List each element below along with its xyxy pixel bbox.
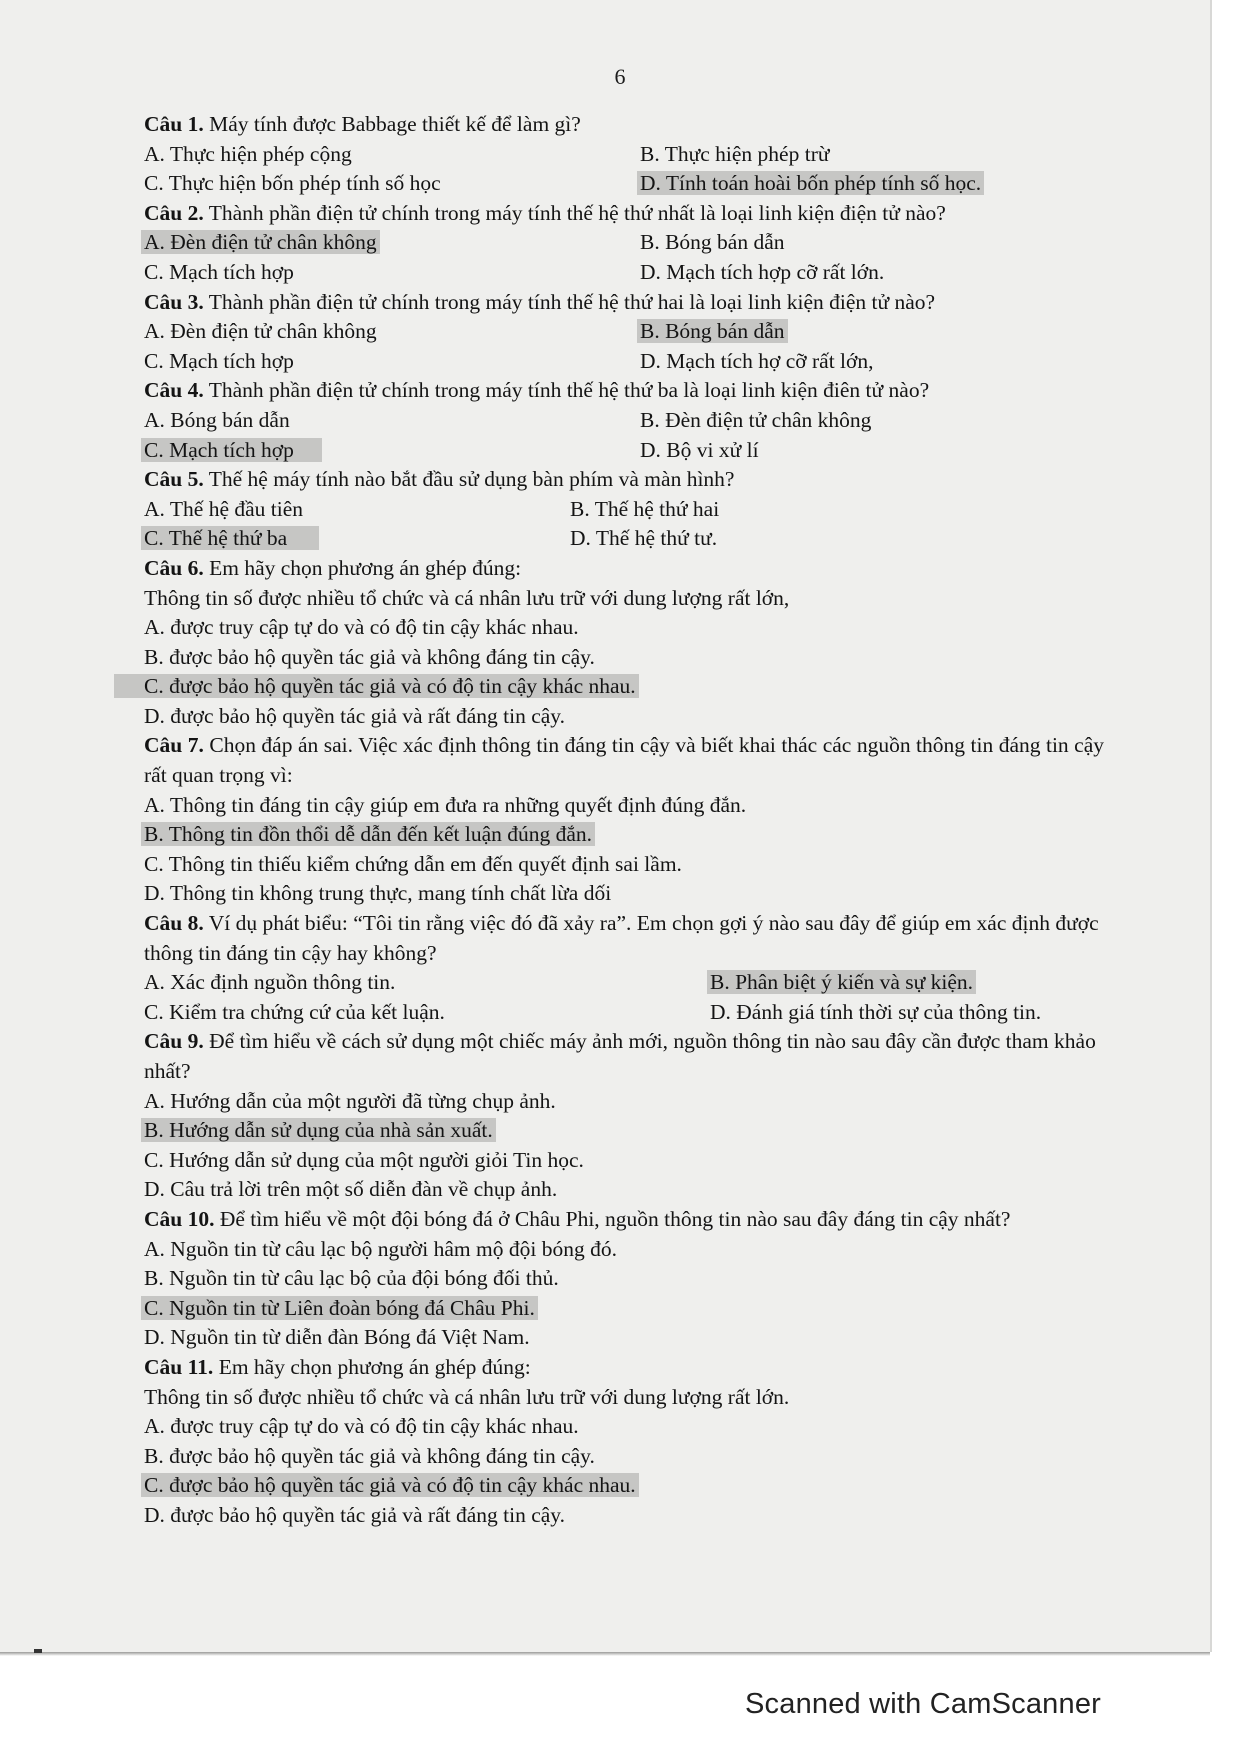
question-text: Thế hệ máy tính nào bắt đầu sử dụng bàn phím và màn hình? [203,467,735,492]
question-2 [144,199,1104,288]
question-8 [144,909,1104,1027]
question-10 [144,1205,1104,1353]
question-text: Ví dụ phát biểu: “Tôi tin rằng việc đó đã xảy ra”. Em chọn gợi ý nào sau đây để giúp em xác định được thông tin đáng tin cậy hay không? [144,911,1099,965]
question-label: Câu 10. [144,1206,215,1231]
option-b: B. Thực hiện phép trừ [640,141,830,166]
option-a: A. Nguồn tin từ câu lạc bộ người hâm mộ đội bóng đó. [144,1236,617,1261]
page-number: 6 [614,64,626,89]
option-b: B. Bóng bán dẫn [640,230,785,255]
option-b: B. Thế hệ thứ hai [570,496,720,521]
question-label: Câu 9. [144,1029,204,1054]
question-text: Để tìm hiểu về cách sử dụng một chiếc máy ảnh mới, nguồn thông tin nào sau đây cần được tham khảo nhất? [144,1029,1096,1083]
option-d: D. Thông tin không trung thực, mang tính chất lừa dối [144,881,612,906]
question-label: Câu 4. [144,378,204,403]
option-c: C. Thực hiện bốn phép tính số học [144,171,441,196]
question-text: Máy tính được Babbage thiết kế để làm gì? [203,112,581,136]
option-b-highlighted: B. Phân biệt ý kiến và sự kiện. [707,970,976,994]
option-d: D. Đánh giá tính thời sự của thông tin. [710,999,1042,1024]
option-c: C. Mạch tích hợp [144,348,294,373]
option-d: D. được bảo hộ quyền tác giả và rất đáng tin cậy. [144,703,566,728]
question-label: Câu 6. [144,555,204,580]
question-text: Thành phần điện tử chính trong máy tính thế hệ thứ nhất là loại linh kiện điện tử nào? [203,200,946,225]
question-text: Để tìm hiểu về một đội bóng đá ở Châu Phi, nguồn thông tin nào sau đây đáng tin cậy nhất? [214,1206,1011,1231]
option-b: B. Nguồn tin từ câu lạc bộ của đội bóng đối thủ. [144,1266,559,1291]
option-d: D. Nguồn tin từ diễn đàn Bóng đá Việt Nam. [144,1325,530,1350]
option-b-highlighted: B. Thông tin đồn thổi dễ dẫn đến kết luận đúng đắn. [141,822,595,846]
option-b: B. được bảo hộ quyền tác giả và không đáng tin cậy. [144,644,595,669]
question-4 [144,376,1104,465]
question-text: Thành phần điện tử chính trong máy tính thế hệ thứ ba là loại linh kiện điên tử nào? [203,378,930,403]
option-a: A. Thực hiện phép cộng [144,141,352,166]
question-label: Câu 3. [144,289,204,314]
question-label: Câu 8. [144,911,204,936]
option-a: A. Bóng bán dẫn [144,407,290,432]
scan-corner-mark [34,1649,42,1653]
option-c-highlighted: C. Thế hệ thứ ba [141,526,319,550]
question-1 [144,110,1104,199]
option-c: C. Thông tin thiếu kiểm chứng dẫn em đến quyết định sai lầm. [144,851,682,876]
question-text: Em hãy chọn phương án ghép đúng: [213,1354,531,1379]
option-d: D. Bộ vi xử lí [640,437,759,462]
option-a-highlighted: A. Đèn điện tử chân không [141,230,380,254]
option-c: C. Kiểm tra chứng cứ của kết luận. [144,999,445,1024]
question-label: Câu 7. [144,733,204,758]
question-7 [144,731,1104,909]
option-a: A. Xác định nguồn thông tin. [144,970,396,995]
option-c: C. Mạch tích hợp [144,259,294,284]
option-a: A. được truy cập tự do và có độ tin cậy khác nhau. [144,1414,579,1439]
question-label: Câu 1. [144,112,204,136]
question-6 [144,554,1104,732]
option-d: D. Mạch tích hợ cỡ rất lớn, [640,348,874,373]
option-d-highlighted: D. Tính toán hoài bốn phép tính số học. [637,171,984,195]
camscanner-watermark: Scanned with CamScanner [745,1688,1102,1720]
question-11 [144,1353,1104,1531]
option-c-highlighted: C. Nguồn tin từ Liên đoàn bóng đá Châu Phi. [141,1296,538,1320]
option-a: A. Đèn điện tử chân không [144,319,377,344]
question-text: Chọn đáp án sai. Việc xác định thông tin đáng tin cậy và biết khai thác các nguồn thông tin đáng tin cậy rất quan trọng vì: [144,733,1105,788]
option-d: D. Mạch tích hợp cỡ rất lớn. [640,259,885,284]
question-stem: Thông tin số được nhiều tổ chức và cá nhân lưu trữ với dung lượng rất lớn, [144,585,790,610]
question-text: Thành phần điện tử chính trong máy tính thế hệ thứ hai là loại linh kiện điện tử nào? [203,289,936,314]
option-a: A. Hướng dẫn của một người đã từng chụp ảnh. [144,1088,556,1113]
question-5 [144,465,1104,554]
option-a: A. Thế hệ đầu tiên [144,496,304,521]
question-3 [144,288,1104,377]
question-list [144,110,1104,1531]
question-stem: Thông tin số được nhiều tổ chức và cá nhân lưu trữ với dung lượng rất lớn. [144,1384,790,1409]
option-c: C. Hướng dẫn sử dụng của một người giỏi Tin học. [144,1147,584,1172]
option-d: D. được bảo hộ quyền tác giả và rất đáng tin cậy. [144,1502,566,1527]
option-c-highlighted: C. Mạch tích hợp [141,438,322,462]
option-b-highlighted: B. Hướng dẫn sử dụng của nhà sản xuất. [141,1118,496,1142]
question-9 [144,1027,1104,1205]
option-b: B. Đèn điện tử chân không [640,407,872,432]
page-edge-shadow [0,1652,1210,1656]
option-b: B. được bảo hộ quyền tác giả và không đáng tin cậy. [144,1443,595,1468]
option-b-highlighted: B. Bóng bán dẫn [637,319,788,343]
question-label: Câu 11. [144,1354,214,1379]
option-d: D. Thế hệ thứ tư. [570,526,718,551]
question-text: Em hãy chọn phương án ghép đúng: [203,555,522,580]
option-c-highlighted: C. được bảo hộ quyền tác giả và có độ tin cậy khác nhau. [114,674,639,698]
option-c-highlighted: C. được bảo hộ quyền tác giả và có độ tin cậy khác nhau. [141,1473,639,1497]
question-label: Câu 5. [144,467,204,492]
question-label: Câu 2. [144,200,204,225]
option-a: A. được truy cập tự do và có độ tin cậy khác nhau. [144,615,579,640]
option-a: A. Thông tin đáng tin cậy giúp em đưa ra những quyết định đúng đắn. [144,792,747,817]
option-d: D. Câu trả lời trên một số diễn đàn về chụp ảnh. [144,1177,558,1202]
